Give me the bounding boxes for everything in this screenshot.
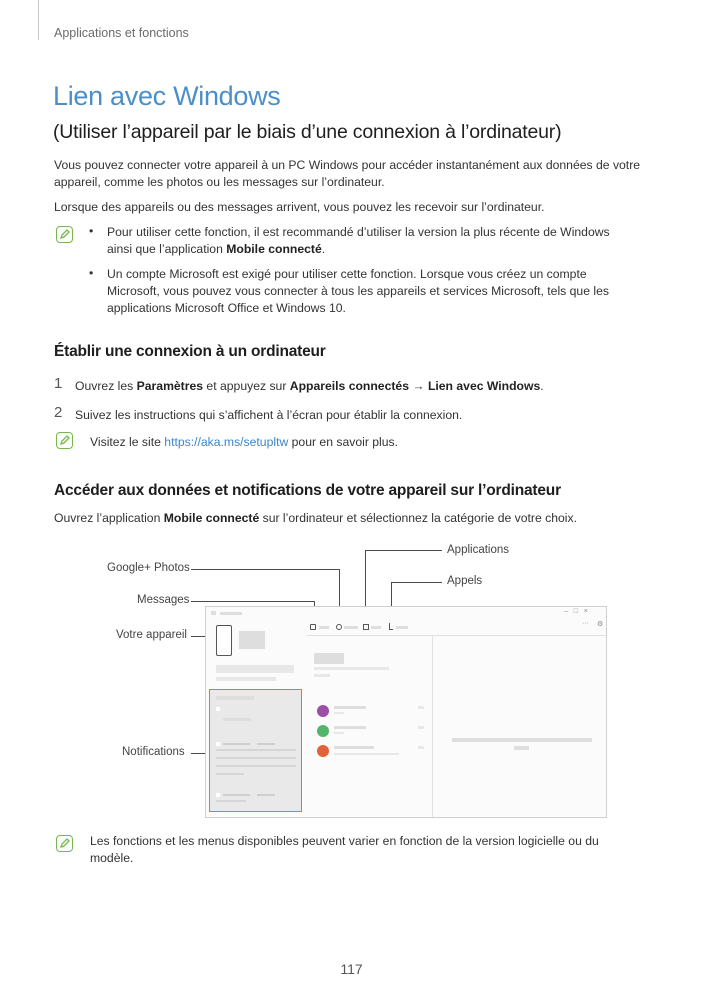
notif-line (223, 743, 250, 745)
note-line: applications Microsoft Office et Windows 10. (107, 301, 346, 315)
step-number: 1 (54, 375, 63, 392)
step-2-text: Suivez les instructions qui s’affichent à l’écran pour établir la connexion. (75, 408, 463, 422)
list-item (418, 726, 424, 729)
note-line: Pour utiliser cette fonction, il est recommandé d’utiliser la version la plus récente de Windows (107, 225, 610, 239)
leader-line (391, 582, 442, 583)
tab-divider (307, 635, 606, 636)
page-subtitle: (Utiliser l’appareil par le biais d’une connexion à l’ordinateur) (53, 121, 562, 143)
note-line: ainsi que l’application Mobile connecté. (107, 242, 326, 256)
sidebar-row (216, 665, 294, 673)
notif-line (223, 718, 251, 721)
list-item (418, 706, 424, 709)
list-item (334, 732, 344, 734)
setup-link[interactable]: https://aka.ms/setupltw (164, 435, 289, 449)
settings-label: Paramètres (136, 379, 204, 393)
notif-line (257, 743, 275, 745)
note-bullet-2 (107, 266, 609, 317)
list-header-placeholder (314, 653, 344, 664)
list-sub-placeholder (314, 674, 330, 677)
note-visit-site: Visitez le site https://aka.ms/setupltw pour en savoir plus. (90, 435, 399, 449)
list-item (418, 746, 424, 749)
notifications-panel[interactable] (209, 689, 302, 812)
list-item (334, 746, 374, 749)
note-icon (56, 835, 73, 852)
leader-line (365, 550, 442, 551)
footnote (90, 833, 599, 867)
section-heading-connect: Établir une connexion à un ordinateur (54, 343, 326, 360)
callout-notifications: Notifications (122, 746, 185, 758)
notif-line (216, 765, 296, 767)
your-phone-window (205, 606, 607, 818)
window-title-placeholder (220, 612, 242, 615)
header-rule (38, 0, 39, 40)
phone-icon (216, 625, 232, 656)
callout-messages: Messages (137, 594, 190, 606)
app-name: Mobile connecté (226, 242, 322, 256)
app-name: Mobile connecté (163, 511, 260, 525)
list-item (334, 753, 399, 755)
page-title: Lien avec Windows (53, 81, 281, 111)
running-header: Applications et fonctions (54, 26, 189, 40)
page-number: 117 (340, 961, 363, 977)
messages-tab-icon[interactable] (310, 624, 316, 630)
section-2-text: Ouvrez l’application Mobile connecté sur l’ordinateur et sélectionnez la catégorie de votre choix. (54, 511, 577, 525)
notif-line (216, 773, 244, 775)
notif-title-placeholder (216, 696, 254, 700)
list-item (334, 726, 366, 729)
note-icon (56, 432, 73, 449)
footnote-line: modèle. (90, 851, 134, 865)
note-bullet-1 (107, 224, 610, 258)
note-icon (56, 226, 73, 243)
avatar (317, 725, 329, 737)
notif-line (216, 749, 296, 751)
intro-line: Vous pouvez connecter votre appareil à un PC Windows pour accéder instantanément aux données de votre (54, 158, 641, 172)
detail-placeholder (452, 738, 592, 742)
intro-line: appareil, comme les photos ou les messages sur l’ordinateur. (54, 175, 385, 189)
avatar (317, 705, 329, 717)
more-options-icon[interactable]: ··· (582, 620, 589, 627)
notif-icon (216, 793, 220, 797)
note-line: Microsoft, vous pouvez vous connecter à tous les appareils et services Microsoft, tels que les (107, 284, 609, 298)
callout-applications: Applications (447, 544, 510, 556)
app-logo-icon (211, 611, 216, 615)
intro-paragraph-2: Lorsque des appareils ou des messages arrivent, vous pouvez les recevoir sur l’ordinateur. (54, 200, 545, 214)
notif-icon (216, 707, 220, 711)
notif-icon (216, 742, 220, 746)
notif-line (216, 757, 296, 759)
photos-tab-icon[interactable] (336, 624, 342, 630)
notif-line (216, 800, 246, 802)
step-1-text: Ouvrez les Paramètres et appuyez sur Appareils connectés → Lien avec Windows. (75, 379, 544, 393)
detail-button-placeholder (514, 746, 529, 750)
note-line: Un compte Microsoft est exigé pour utiliser cette fonction. Lorsque vous créez un compte (107, 267, 587, 281)
list-item (334, 712, 344, 714)
callout-google-photos: Google+ Photos (107, 562, 190, 574)
avatar (317, 745, 329, 757)
list-sub-placeholder (314, 667, 389, 670)
callout-votre-appareil: Votre appareil (116, 629, 187, 641)
sidebar-row (216, 677, 276, 681)
intro-paragraph-1 (54, 157, 640, 191)
footnote-line: Les fonctions et les menus disponibles peuvent varier en fonction de la version logicielle ou du (90, 834, 599, 848)
notif-line (223, 794, 250, 796)
settings-gear-icon[interactable]: ⚙ (597, 621, 604, 628)
device-info-placeholder (239, 631, 265, 649)
tab-label-placeholder (319, 626, 329, 629)
section-heading-access: Accéder aux données et notifications de votre appareil sur l’ordinateur (54, 482, 561, 499)
step-number: 2 (54, 404, 63, 421)
link-windows-label: Lien avec Windows (427, 379, 541, 393)
calls-tab-icon[interactable] (389, 623, 393, 630)
leader-line (191, 569, 339, 570)
notif-line (257, 794, 275, 796)
leader-line (191, 601, 314, 602)
pane-divider (432, 635, 433, 817)
tab-label-placeholder (344, 626, 358, 629)
callout-appels: Appels (447, 575, 483, 587)
applications-tab-icon[interactable] (363, 624, 369, 630)
list-item (334, 706, 366, 709)
tab-label-placeholder (396, 626, 408, 629)
window-controls-icon: – □ × (564, 608, 588, 615)
tab-label-placeholder (371, 626, 381, 629)
bullet-dot-icon: • (89, 266, 94, 280)
bullet-dot-icon: • (89, 224, 94, 238)
connected-devices-label: Appareils connectés (289, 379, 409, 393)
